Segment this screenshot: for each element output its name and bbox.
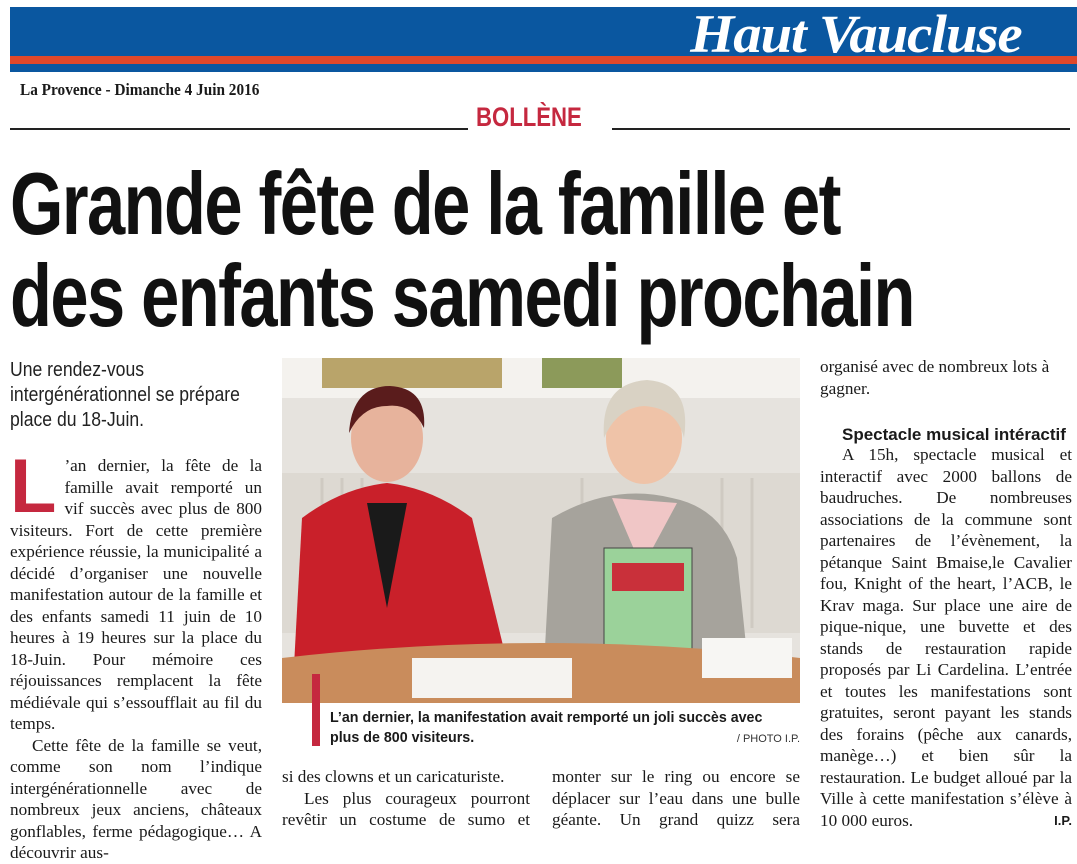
rubric-label: BOLLÈNE — [476, 102, 582, 132]
paragraph: si des clowns et un caricaturiste. — [282, 767, 505, 786]
drop-cap: L — [10, 444, 57, 529]
column-2 — [282, 766, 530, 831]
headline — [10, 154, 914, 345]
rubric-rule-right — [612, 128, 1070, 130]
section-title: Haut Vaucluse — [690, 4, 1022, 64]
author-signature: I.P. — [1054, 812, 1072, 828]
column-4 — [820, 356, 1072, 831]
photo-illustration — [282, 358, 800, 703]
photo-caption: L’an dernier, la manifestation avait remporté un joli succès avec plus de 800 visiteurs. — [330, 709, 763, 746]
paragraph: Les plus courageux pourront revêtir un costume de sumo et — [282, 788, 530, 829]
headline-line-1: Grande fête de la famille et — [10, 154, 840, 253]
dateline: La Provence - Dimanche 4 Juin 2016 — [20, 80, 260, 99]
headline-line-2: des enfants samedi prochain — [10, 246, 914, 345]
paragraph: organisé avec de nombreux lots à gagner. — [820, 357, 1050, 398]
column-3 — [552, 766, 800, 831]
lead-text: Une rendez-vous intergénérationnel se prépare place du 18-Juin. — [10, 359, 240, 431]
photo-credit: / PHOTO I.P. — [736, 733, 800, 745]
paragraph — [820, 444, 1072, 831]
column-1 — [10, 444, 262, 864]
masthead-band — [10, 4, 1077, 72]
paragraph-text: ’an dernier, la fête de la famille avait remporté un vif succès avec plus de 800 visiteurs. Fort de cette première expérience réussie, la municipalité a décidé d’organiser une nouvelle manifestation autour de la famille et des enfants samedi 11 juin de 10 heures à 19 heures sur la place du 18-Juin. Pour mémoire ces réjouissances remplacent la fête médiévale qui s’essoufflait au fil du temps. — [10, 456, 262, 733]
paragraph — [10, 444, 262, 735]
paragraph: monter sur le ring ou encore se déplacer sur l’eau dans une bulle géante. Un grand quizz sera — [552, 767, 800, 829]
article-photo — [282, 358, 800, 703]
subheading: Spectacle musical intéractif — [842, 425, 1066, 444]
paragraph: Cette fête de la famille se veut, comme son nom l’indique intergénérationnelle avec de nombreux jeux anciens, châteaux gonflables, ferme pédagogique… A découvrir aus- — [10, 735, 262, 862]
caption-accent-bar — [312, 674, 320, 746]
paragraph-text: A 15h, spectacle musical et interactif avec 2000 ballons de baudruches. De nombreuses associations de la commune sont partenaires de l’évènement, la pétanque Saint Bmaise,le Cavalier fou, Knight of the heart, l’ACB, le Krav maga. Sur place une aire de pique-nique, une buvette et des stands de restauration rapide proposés par Li Cardelina. L’entrée et toutes les manifestations sont gratuites, seront payant les stands des forains (pêche aux canards, manège…) et bien sûr la restauration. Le budget alloué par la Ville à cette manifestation s’élève à 10 000 euros. — [820, 445, 1072, 830]
rubric-rule-left — [10, 128, 468, 130]
